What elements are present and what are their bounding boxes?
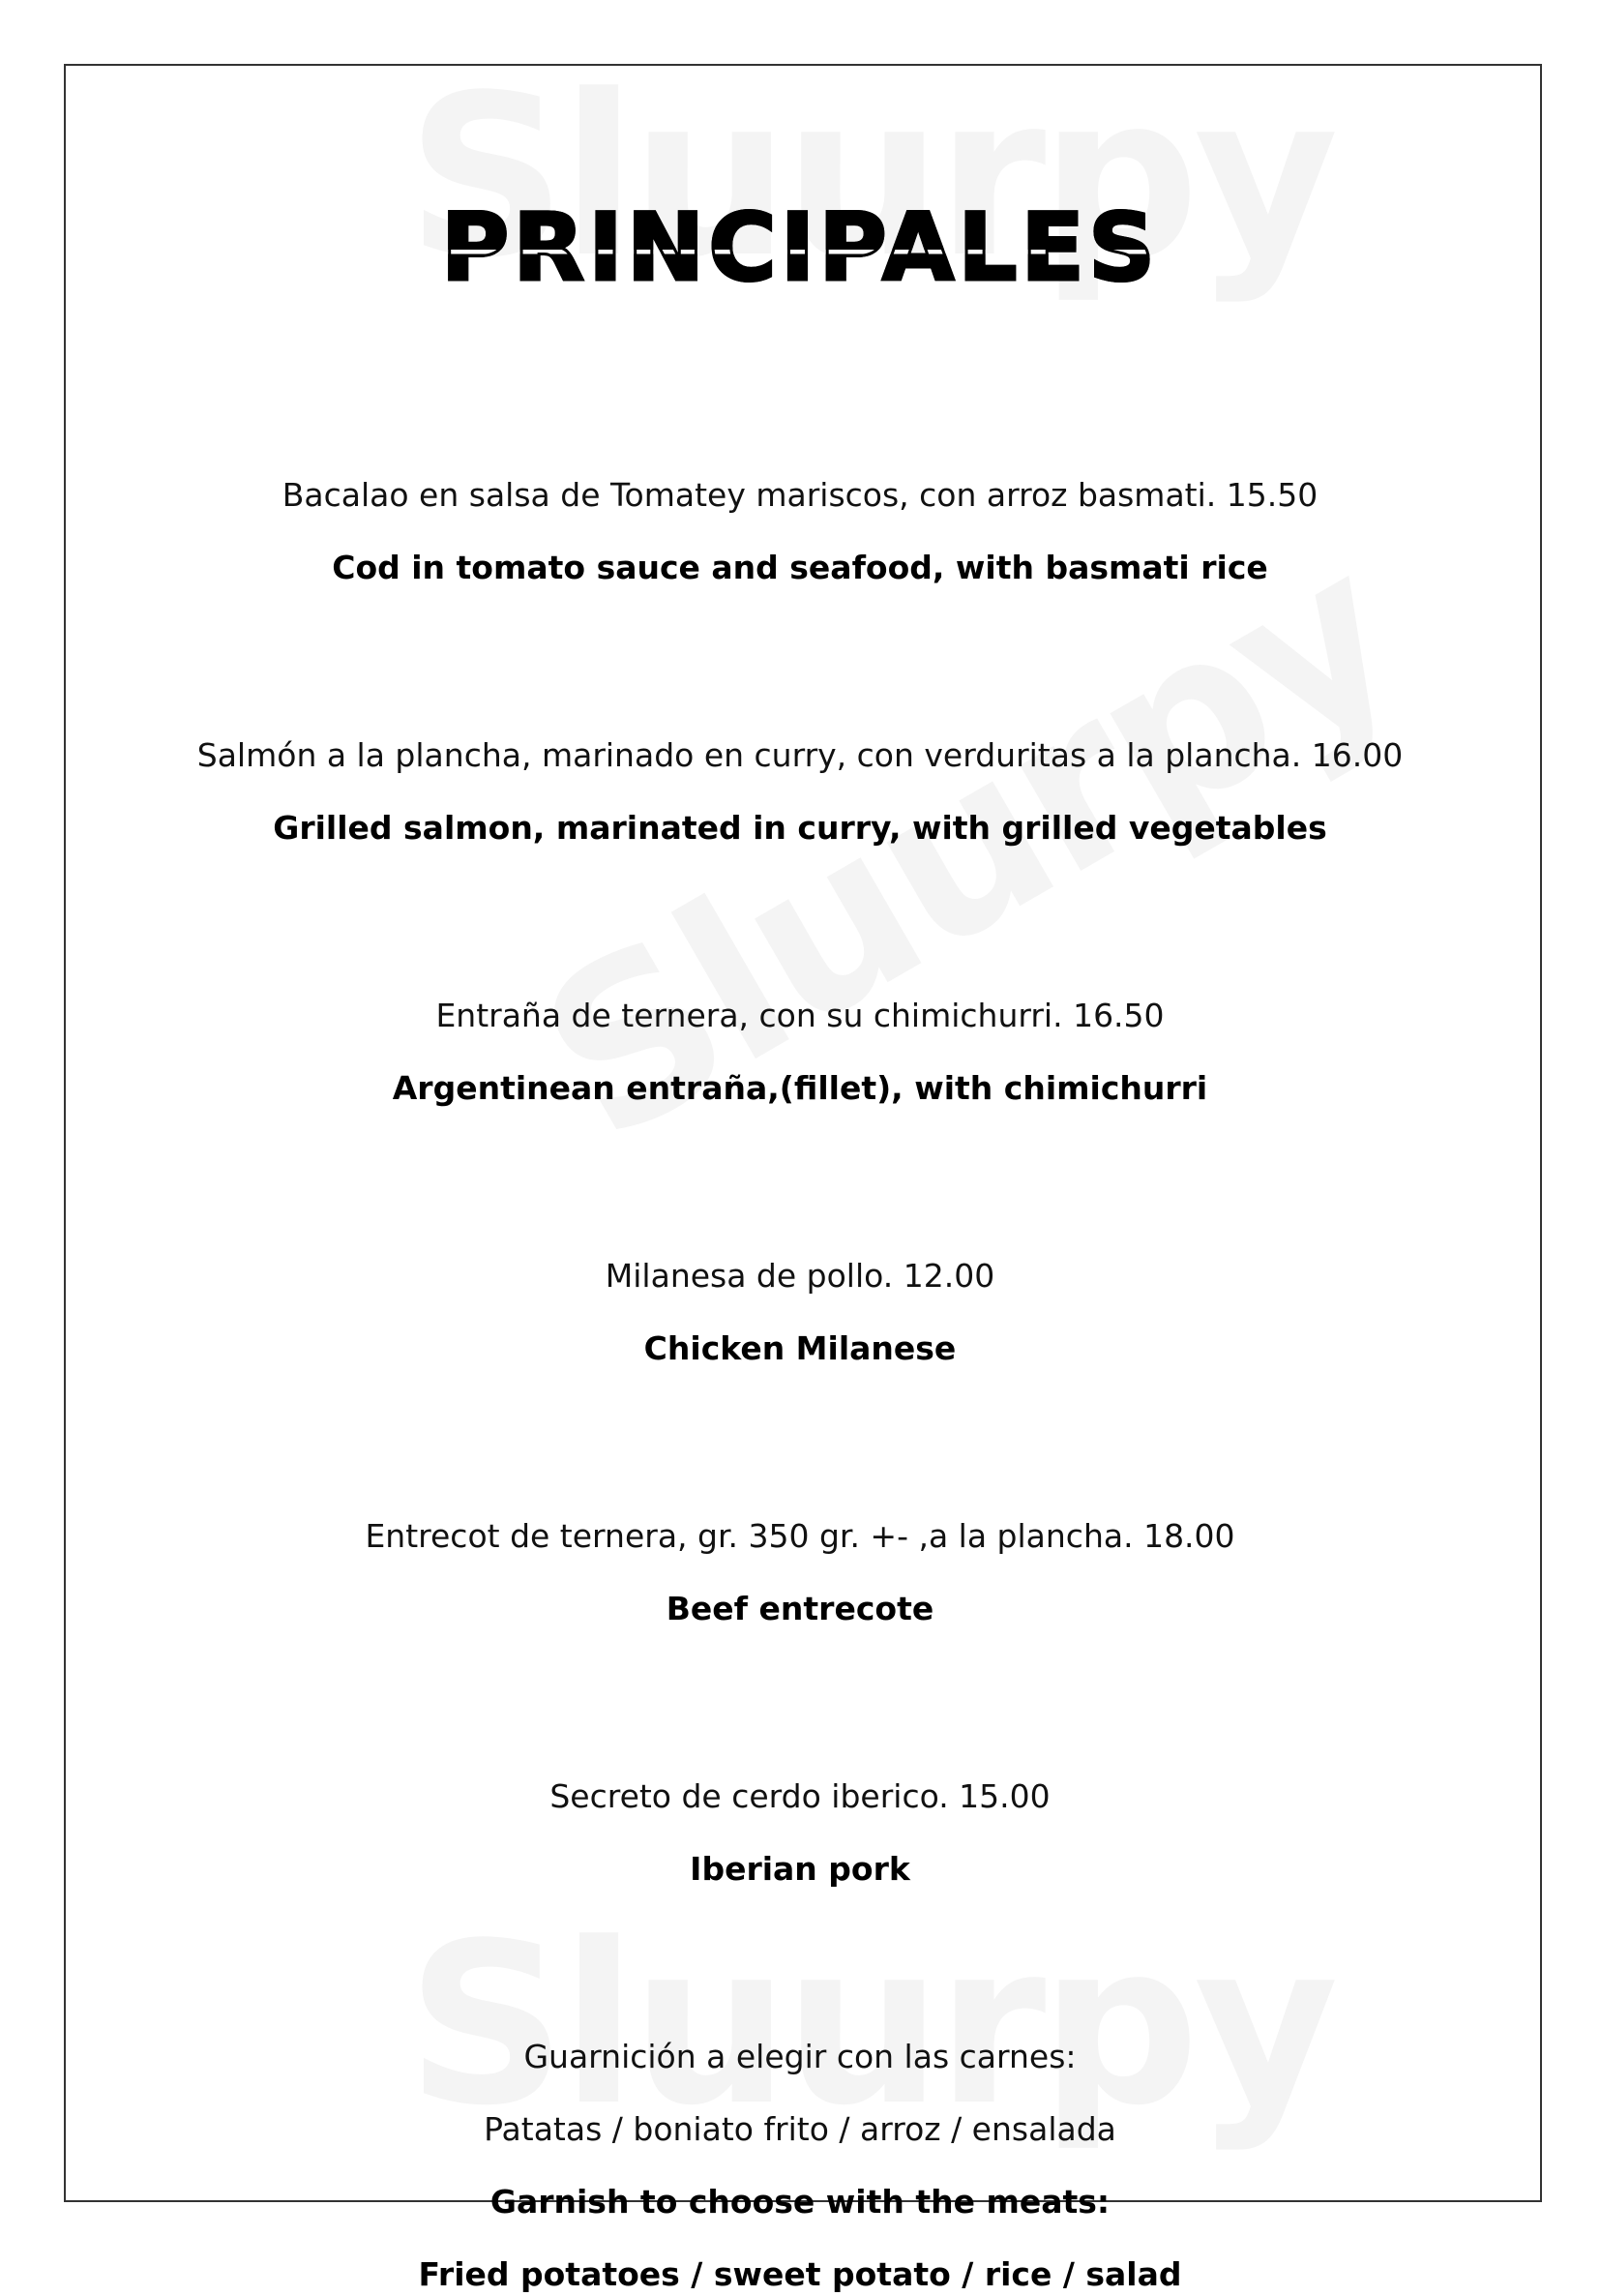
dish-name-english: Argentinean entraña,(fillet), with chimichurri — [392, 1069, 1208, 1107]
garnish-options-spanish: Patatas / boniato frito / arroz / ensalada — [484, 2110, 1116, 2148]
dish-name-spanish: Bacalao en salsa de Tomatey mariscos, con arroz basmati. 15.50 — [281, 476, 1319, 514]
garnish-title-english: Garnish to choose with the meats: — [489, 2183, 1111, 2221]
menu-item — [0, 1775, 1600, 1891]
menu-item — [0, 734, 1600, 850]
garnish-title-spanish: Guarnición a elegir con las carnes: — [523, 2038, 1077, 2075]
garnish-options-english: Fried potatoes / sweet potato / rice / salad — [418, 2255, 1182, 2293]
dish-name-english: Cod in tomato sauce and seafood, with basmati rice — [332, 549, 1268, 586]
dish-name-english: Beef entrecote — [666, 1590, 934, 1627]
menu-section-title-text: PRINCIPALES — [440, 194, 1160, 302]
dish-name-spanish: Salmón a la plancha, marinado en curry, con verduritas a la plancha. 16.00 — [196, 736, 1404, 774]
dish-name-spanish: Secreto de cerdo iberico. 15.00 — [549, 1777, 1051, 1815]
dish-name-spanish: Entraña de ternera, con su chimichurri. 16.50 — [435, 997, 1165, 1034]
dish-name-english: Iberian pork — [690, 1850, 910, 1888]
menu-item — [0, 474, 1600, 589]
menu-item — [0, 1255, 1600, 1370]
dish-name-english: Chicken Milanese — [643, 1329, 957, 1367]
dish-name-spanish: Milanesa de pollo. 12.00 — [605, 1257, 995, 1295]
menu-item — [0, 995, 1600, 1110]
menu-list — [0, 474, 1600, 2296]
garnish-section — [0, 2036, 1600, 2296]
menu-section-title — [0, 194, 1600, 302]
dish-name-spanish: Entrecot de ternera, gr. 350 gr. +- ,a la plancha. 18.00 — [365, 1517, 1235, 1555]
menu-item — [0, 1515, 1600, 1630]
dish-name-english: Grilled salmon, marinated in curry, with grilled vegetables — [273, 809, 1327, 847]
